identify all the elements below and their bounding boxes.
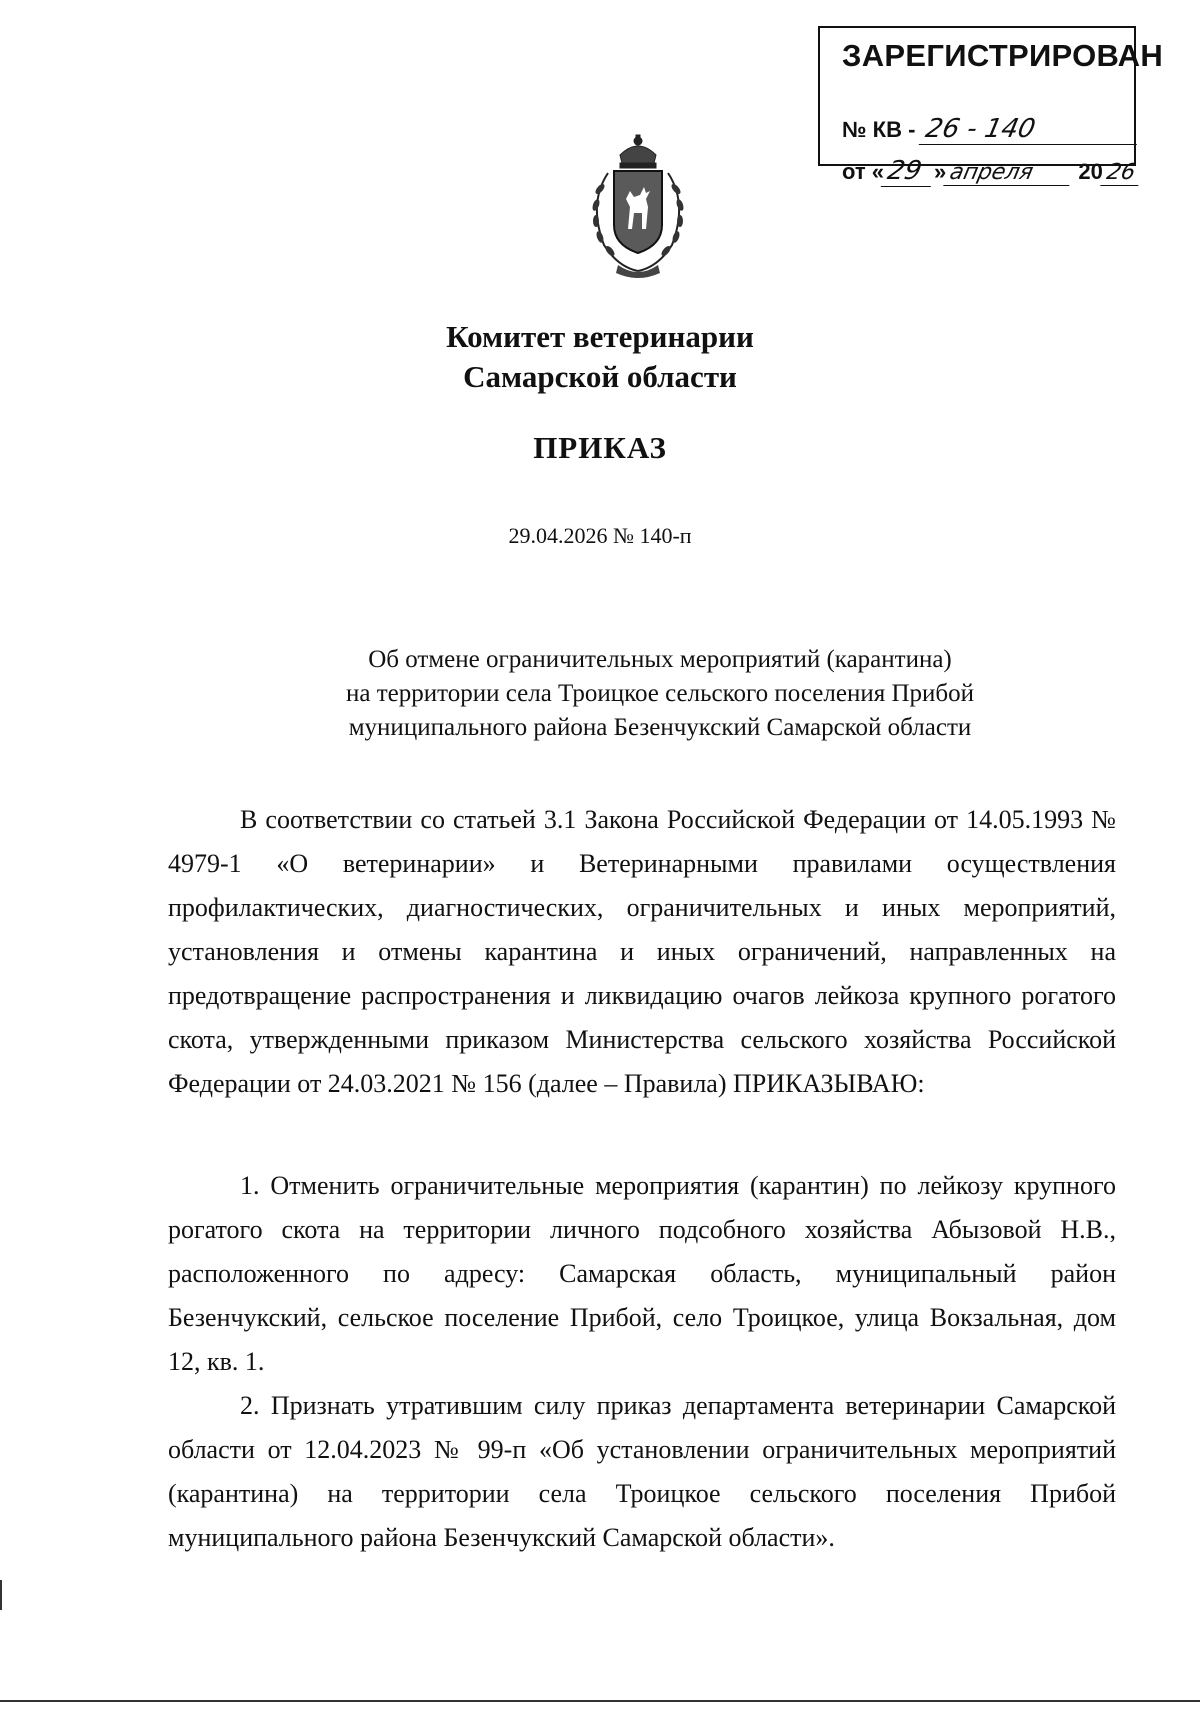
- preamble-paragraph: [168, 798, 1116, 1106]
- subject-line-1: Об отмене ограничительных мероприятий (карантина): [368, 646, 952, 673]
- stamp-number-handwritten: 26 - 140: [918, 114, 1143, 145]
- stamp-date-month: апреля: [944, 160, 1076, 186]
- stamp-number-row: [842, 114, 1140, 145]
- registration-stamp: [818, 26, 1164, 186]
- organization-name-line-1: Комитет ветеринарии: [446, 319, 754, 354]
- document-type: ПРИКАЗ: [533, 430, 667, 465]
- scan-edge-mark: [0, 1700, 1200, 1702]
- stamp-date-prefix: от «: [842, 159, 885, 184]
- order-item-1: [168, 1164, 1116, 1384]
- stamp-title: ЗАРЕГИСТРИРОВАН: [842, 38, 1164, 73]
- subject-line-3: муниципального района Безенчукский Самарской области: [348, 714, 972, 741]
- organization-name: [0, 317, 1200, 397]
- order-item-2: [168, 1384, 1116, 1560]
- subject-line-2: на территории села Троицкое сельского поселения Прибой: [346, 680, 974, 707]
- coat-of-arms-icon: [574, 133, 702, 283]
- stamp-date-day: 29: [881, 156, 938, 187]
- order-item-2-text: 2. Признать утратившим силу приказ департамента ветеринарии Самарской области от 12.04.2023 № 99-п «Об установлении ограничительных мероприятий (карантина) на территории села Троицкое сельского поселения Прибой муниципального района Безенчукский Самарской области».: [168, 1391, 1116, 1552]
- document-subject: [140, 643, 1180, 745]
- order-item-1-text: 1. Отменить ограничительные мероприятия (карантин) по лейкозу крупного рогатого скота на территории личного подсобного хозяйства Абызовой Н.В., расположенного по адресу: Самарская область, муниципальный район Безенчукский, сельское поселение Прибой, село Троицкое, улица Вокзальная, дом 12, кв. 1.: [168, 1171, 1116, 1376]
- stamp-date-mid: »: [934, 159, 947, 184]
- preamble-text: В соответствии со статьей 3.1 Закона Российской Федерации от 14.05.1993 № 4979-1 «О ветеринарии» и Ветеринарными правилами осуществления профилактических, диагностических, ограничительных и иных мероприятий, установления и отмены карантина и иных ограничений, направленных на предотвращение распространения и ликвидацию очагов лейкоза крупного рогатого скота, утвержденными приказом Министерства сельского хозяйства Российской Федерации от 24.03.2021 № 156 (далее – Правила) ПРИКАЗЫВАЮ:: [168, 805, 1116, 1098]
- stamp-date-year-suffix: 26: [1100, 160, 1144, 186]
- stamp-number-label: № КВ -: [842, 117, 916, 142]
- stamp-date-row: [842, 156, 1141, 187]
- document-date-number: 29.04.2026 № 140-п: [508, 523, 692, 548]
- organization-name-line-2: Самарской области: [463, 359, 737, 394]
- stamp-date-year-prefix: 20: [1078, 159, 1103, 184]
- scan-edge-mark: [0, 1580, 2, 1610]
